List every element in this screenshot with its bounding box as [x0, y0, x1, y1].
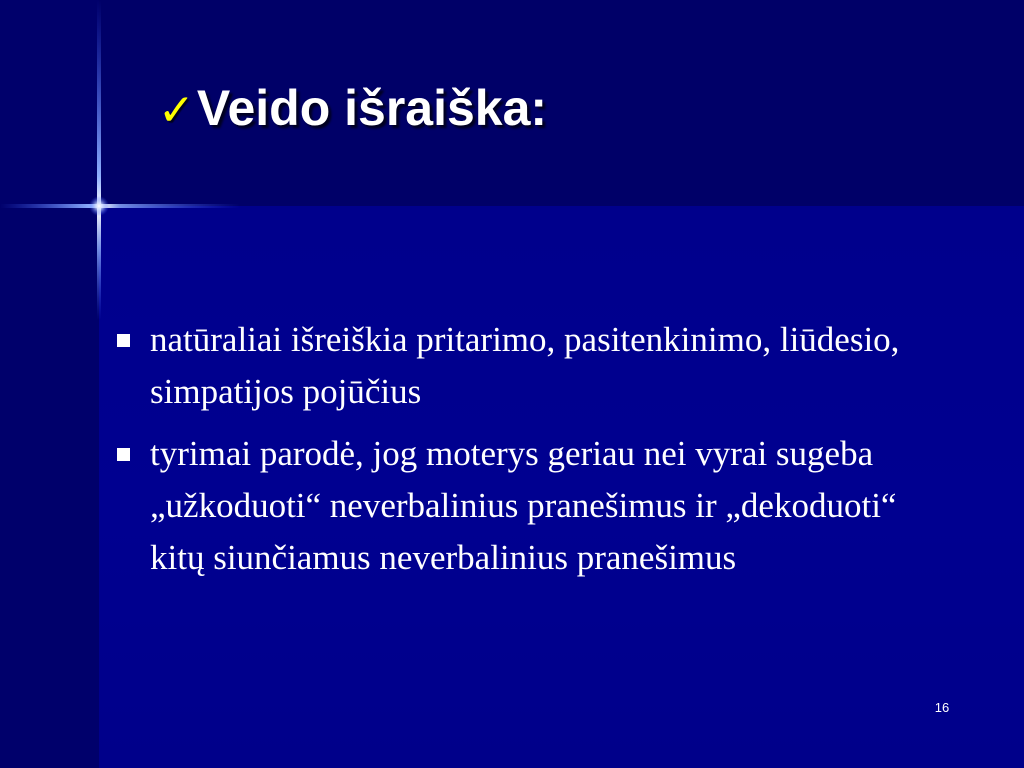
list-item: [114, 428, 954, 584]
slide-title: [158, 78, 547, 141]
left-band: [0, 0, 99, 768]
slide-title-text: Veido išraiška:: [196, 80, 548, 136]
square-bullet-icon: [117, 334, 130, 347]
check-icon: ✓: [158, 86, 195, 135]
list-item-text: tyrimai parodė, jog moterys geriau nei vyrai sugeba „užkoduoti“ neverbalinius pranešimus ir „dekoduoti“ kitų siunčiamus neverbalinius pranešimus: [150, 434, 897, 577]
page-number: 16: [934, 700, 950, 715]
square-bullet-icon: [117, 448, 130, 461]
list-item: [114, 314, 954, 418]
list-item-text: natūraliai išreiškia pritarimo, pasitenkinimo, liūdesio, simpatijos pojūčius: [150, 320, 900, 411]
bullet-list: [114, 314, 954, 594]
